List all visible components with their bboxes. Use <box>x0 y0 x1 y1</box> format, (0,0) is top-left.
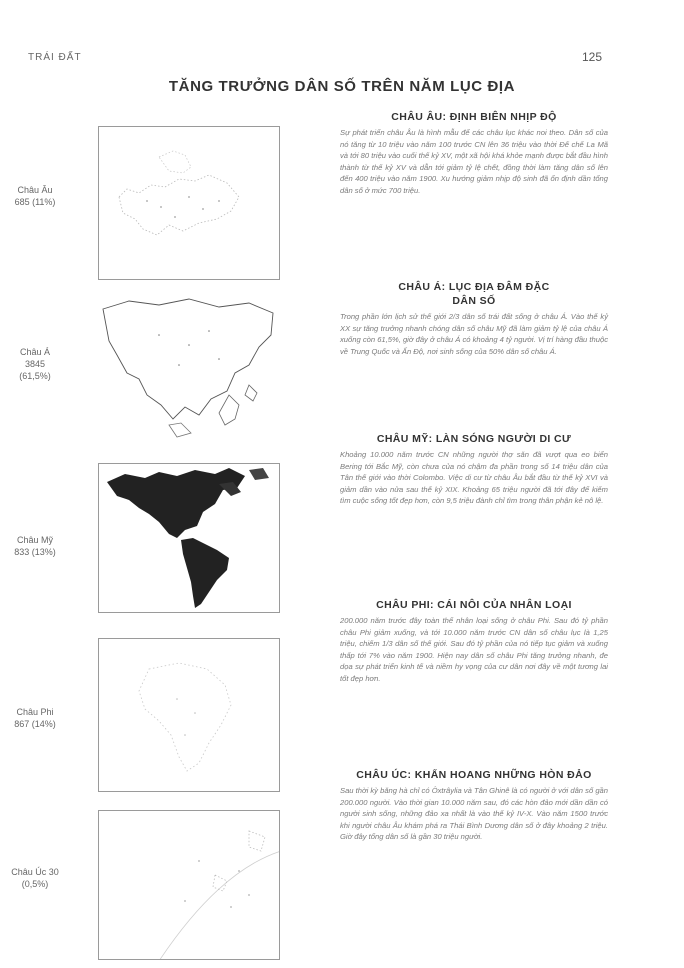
section-oceania <box>340 768 608 843</box>
map-label-europe: Châu Âu 685 (11%) <box>14 185 56 207</box>
page-title: TĂNG TRƯỞNG DÂN SỐ TRÊN NĂM LỤC ĐỊA <box>168 78 516 95</box>
map-label-asia: Châu Á 3845 (61,5%) <box>19 347 51 381</box>
asia-map-icon <box>98 294 280 444</box>
running-head: TRÁI ĐẤT <box>28 52 82 63</box>
section-americas <box>340 432 608 507</box>
section-africa <box>340 598 608 685</box>
americas-map-icon <box>98 463 280 613</box>
section-asia <box>340 280 608 357</box>
section-heading: CHÂU ÚC: KHẨN HOANG NHỮNG HÒN ĐẢO <box>356 769 592 781</box>
section-europe <box>340 110 608 197</box>
page-number: 125 <box>581 50 602 64</box>
section-heading: CHÂU Á: LỤC ĐỊA ĐÂM ĐẶC DÂN SỐ <box>398 281 550 307</box>
section-heading: CHÂU ÂU: ĐỊNH BIÊN NHỊP ĐỘ <box>391 111 557 123</box>
section-body: Khoảng 10.000 năm trước CN những người thợ săn đã vượt qua eo biển Bering tới Bắc Mỹ, còn chưa của nó chậm đa phần trong số 14 triệu dân của Tân thế giới vào thời Colombo. Việc di cư từ châu Âu bắt đầu từ thế kỷ XVI và giảm dần vào nửa sau thế kỷ XIX. Khoảng 65 triệu người đã tới đây để kiếm tìm cuộc sống tốt đẹp hơn, còn 9,5 triệu đành chỉ tìm trong thân phận kẻ nô lệ. <box>340 450 608 506</box>
map-label-africa: Châu Phi 867 (14%) <box>14 707 56 729</box>
africa-map-icon <box>98 638 280 792</box>
map-label-oceania: Châu Úc 30 (0,5%) <box>11 867 59 889</box>
europe-map-icon <box>98 126 280 280</box>
section-body: Sau thời kỳ băng hà chỉ có Ôxtrâylia và Tân Ghinê là có người ở với dân số gần 200.000 người. Vào thời gian 10.000 năm sau, đó các hòn đảo mới dần dần có người sinh sống, những đảo xa nhất là vào thế kỷ IV-X. Vào năm 1500 trước khi người châu Âu khám phá ra Thái Bình Dương dân số ở đây khoảng 2 triệu. Giờ đây tổng dân số là gần 30 triệu người. <box>340 786 608 842</box>
section-heading: CHÂU PHI: CÁI NÔI CỦA NHÂN LOẠI <box>376 599 572 611</box>
section-body: 200.000 năm trước đây toàn thể nhân loại sống ở châu Phi. Sau đó tỷ phần châu Phi giảm xuống, và tới 10.000 năm trước CN dân số châu lục là 1,25 triệu, chiếm 1/3 dân số thế giới. Sau đó tỷ phần của nó tiếp tục giảm và xuống thấp tới 7% vào năm 1900. Hiện nay dân số châu Phi tăng trưởng nhanh, đe dọa sự phát triển kinh tế và niềm hy vọng của cư dân nơi đây về một tương lai tốt đẹp hơn. <box>340 616 608 683</box>
map-label-americas: Châu Mỹ 833 (13%) <box>14 535 56 557</box>
section-body: Sự phát triển châu Âu là hình mẫu để các châu lục khác noi theo. Dân số của nó tăng từ 10 triệu vào năm 100 trước CN lên 36 triệu vào thời Đế chế La Mã và tới 80 triệu vào cuối thế kỷ XV, một xã hội khá khỏe mạnh được bắt đầu hình thành từ thế kỷ XV và dẫn tới giảm tỷ lệ chết, đồng thời làm tăng dân số lên đến 400 triệu vào năm 1900. Xu hướng giảm nhịp độ sinh đã ổn định dần tổng dân số ở mức 700 triệu. <box>340 128 608 195</box>
section-heading: CHÂU MỸ: LÀN SÓNG NGƯỜI DI CƯ <box>376 433 572 445</box>
oceania-map-icon <box>98 810 280 960</box>
section-body: Trong phần lớn lịch sử thế giới 2/3 dân số trái đất sống ở châu Á. Vào thế kỷ XX sự tăng trưởng nhanh chóng dân số châu Mỹ đã làm giảm tỷ lệ của châu Á xuống còn 61,5%, giờ đây ở châu Á có khoảng 4 tỷ người. Vị trí hàng đầu thuộc về Trung Quốc và Ấn Độ, nơi sinh sống của 50% dân số châu Á. <box>340 312 608 356</box>
